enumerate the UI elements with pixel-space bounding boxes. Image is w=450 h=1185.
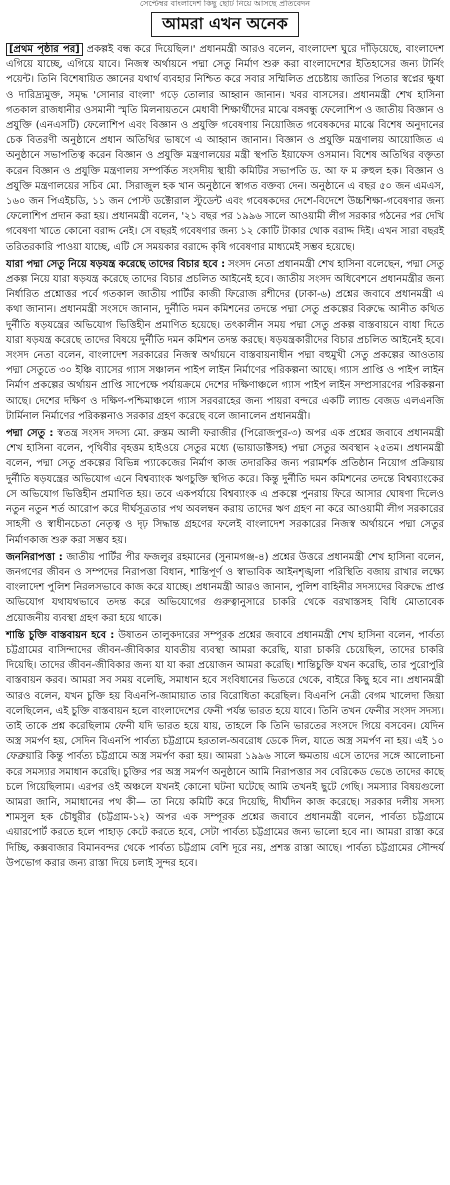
paragraph-intro-text: প্রকল্পই বন্ধ করে দিয়েছিল।' প্রধানমন্ত্রী আরও বলেন, বাংলাদেশ ঘুরে দাঁড়িয়েছে, বাংলাদেশ এগিয়ে যাচ্ছে, এগিয়ে যাবে। নিজস্ব অর্থায়নে পদ্মা সেতু নির্মাণ শুরু করা বাংলাদেশের ইতিহাসের জন্য টার্নিং পয়েন্ট। তিনি বিশেষায়িত জ্ঞানের যথার্থ ব্যবহার নিশ্চিত করে সবার সম্মিলিত প্রচেষ্টায় জাতির পিতার স্বপ্নের ক্ষুধা ও দারিদ্র্যমুক্ত, সমৃদ্ধ 'সোনার বাংলা' গড়ে তোলার আহ্বান জানান। খবর বাসসের। প্রধানমন্ত্রী শেখ হাসিনা গতকাল রাজধানীর ওসমানী স্মৃতি মিলনায়তনে মেধাবী শিক্ষার্থীদের মাঝে বঙ্গবন্ধু ফেলোশিপ ও জাতীয় বিজ্ঞান ও প্রযুক্তি (এনএসটি) ফেলোশিপ এবং বিজ্ঞান ও প্রযুক্তি গবেষণায় নিয়োজিত গবেষকদের মাঝে বিশেষ অনুদানের চেক বিতরণী অনুষ্ঠানে প্রধান অতিথির ভাষণে এ আহ্বান জানান। বিজ্ঞান ও প্রযুক্তি মন্ত্রণালয় আয়োজিত এ অনুষ্ঠানে সভাপতিত্ব করেন বিজ্ঞান ও প্রযুক্তি মন্ত্রণালয়ের মন্ত্রী স্থপতি ইয়াফেস ওসমান। বিশেষ অতিথির বক্তৃতা করেন বিজ্ঞান ও প্রযুক্তি মন্ত্রণালয় সম্পর্কিত সংসদীয় স্থায়ী কমিটির সভাপতি ড. আ ফ ম রুহুল হক। বিজ্ঞান ও প্রযুক্তি মন্ত্রণালয়ের সচিব মো. সিরাজুল হক খান অনুষ্ঠানে স্বাগত বক্তব্য দেন। অনুষ্ঠানে এ বছর ৫০ জন এমএস, ১৬০ জন পিএইচডি, ১১ জন পোস্ট ডক্টোরাল স্টুডেন্ট এবং গবেষকদের দেশে-বিদেশে উচ্চশিক্ষা-গবেষণার জন্য ফেলোশিপ প্রদান করা হয়। প্রধানমন্ত্রী বলেন, '২১ বছর পর ১৯৯৬ সালে আওয়ামী লীগ সরকার গঠনের পর দেখি গবেষণা খাতে কোনো বরাদ্দ নেই। সে বছরই গবেষণার জন্য ১২ কোটি টাকার থোক বরাদ্দ দিই। এখন সারা বছরই তরিতরকারি পাওয়া যাচ্ছে, এটি সে সময়কার বরাদ্দে কৃষি গবেষণার মাধ্যমেই সম্ভব হয়েছে। [6,44,445,253]
paragraph-padma-bridge [6,426,444,548]
paragraph-intro [6,42,444,255]
paragraph-public-safety [6,550,444,626]
subheading-padma-bridge: পদ্মা সেতু : [6,428,54,440]
paragraph-peace-accord-text: উষাতন তালুকদারের সম্পূরক প্রশ্নের জবাবে প্রধানমন্ত্রী শেখ হাসিনা বলেন, পার্বত্য চট্টগ্রামের বাসিন্দাদের জীবন-জীবিকার যাবতীয় ব্যবস্থা আমরা করেছি, যারা চাকরি চেয়েছিল, তাদের চাকরি দিয়েছি। তাদের জীবন-জীবিকার জন্য যা যা করা প্রয়োজন আমরা করেছি। শান্তিচুক্তি যখন করেছি, তার পুরোপুরি বাস্তবায়ন করব। আমরা সব সময় বলেছি, সমাধান হবে সংবিধানের ভিতরে থেকে, বাইরে কিছু হবে না। প্রধানমন্ত্রী আরও বলেন, যখন চুক্তি হয় বিএনপি-জামায়াত তার বিরোধিতা করেছিল। বিএনপি নেত্রী বেগম খালেদা জিয়া বলেছিলেন, এই চুক্তি বাস্তবায়ন হলে বাংলাদেশের ফেনী পর্যন্ত ভারত হয়ে যাবে। তিনি তখন ফেনীর সংসদ সদস্য। তাই তাকে প্রশ্ন করেছিলাম ফেনী যদি ভারত হয়ে যায়, তাহলে কি তিনি ভারতের সংসদে গিয়ে বসবেন। যেদিন অস্ত্র সমর্পণ হয়, সেদিন বিএনপি পার্বত্য চট্টগ্রামে হরতাল-অবরোধ ডেকে দিল, যাতে অস্ত্র সমর্পণ না হয়। এই ১০ ফেব্রুয়ারি কিন্তু পার্বত্য চট্টগ্রামে অস্ত্র সমর্পণ করা হয়। আমরা ১৯৯৬ সালে ক্ষমতায় এসে তাদের সঙ্গে আলোচনা করে সমস্যার সমাধান করেছি। চুক্তির পর অস্ত্র সমর্পণ অনুষ্ঠানে আমি নিরাপত্তার সব বেরিকেড ভেঙে তাদের কাছে চলে গিয়েছিলাম। এরপর ওই অঞ্চলে যখনই কোনো ঘটনা ঘটেছে আমি তখনই ছুটে গেছি। সমস্যার বিষয়গুলো আমরা জানি, সমাধানের পথ কী— তা নিয়ে কমিটি করে দিয়েছি, দীর্ঘদিন কাজ করেছে। সরকার দলীয় সদস্য শামসুল হক চৌধুরীর (চট্টগ্রাম-১২) অপর এক সম্পূরক প্রশ্নের জবাবে প্রধানমন্ত্রী বলেন, পার্বত্য চট্টগ্রামে এয়ারপোর্ট করতে হলে পাহাড় কেটে করতে হবে, সেটা পার্বত্য চট্টগ্রামের জন্য ভালো হবে না। আমরা রাস্তা করে দিচ্ছি, কক্সবাজার বিমানবন্দর থেকে পার্বত্য চট্টগ্রাম বেশি দূরে নয়, প্রশস্ত রাস্তা আছে। পার্বত্য চট্টগ্রামের সৌন্দর্য উপভোগ করার জন্য রাস্তা দিয়ে চলাই সুন্দর হবে। [6,629,444,869]
subheading-public-safety: জননিরাপত্তা : [6,551,63,563]
paragraph-padma-bridge-text: স্বতন্ত্র সংসদ সদস্য মো. রুস্তম আলী ফরাজীর (পিরোজপুর-৩) অপর এক প্রশ্নের জবাবে প্রধানমন্ত্রী শেখ হাসিনা বলেন, পৃথিবীর বৃহত্তম হাইওয়ে সেতুর মধ্যে (ভায়াডাক্টসহ) পদ্মা সেতুর অবস্থান ২৫তম। প্রধানমন্ত্রী বলেন, পদ্মা সেতু প্রকল্পের বিভিন্ন প্যাকেজের নির্মাণ কাজ তদারকির জন্য পরামর্শক প্রতিষ্ঠান নিয়োগ প্রক্রিয়ায় দুর্নীতি ষড়যন্ত্রের অভিযোগ এনে বিশ্বব্যাংক ঋণচুক্তি স্থগিত করে। কিন্তু দুর্নীতি দমন কমিশনের তদন্তে বিশ্বব্যাংকের সে অভিযোগ ভিত্তিহীন প্রমাণিত হয়। তবে একপর্যায়ে বিশ্বব্যাংক এ প্রকল্পে পুনরায় ফিরে আসার ঘোষণা দিলেও নতুন নতুন শর্ত আরোপ করে দীর্ঘসূত্রতার পথ অবলম্বন করায় তাদের ঋণ গ্রহণ না করে আওয়ামী লীগ সরকারের সাহসী ও স্বাধীনচেতা নেতৃত্ব ও দৃঢ় সিদ্ধান্ত গ্রহণের ফলেই বাংলাদেশ সরকারের নিজস্ব অর্থায়নে পদ্মা সেতুর নির্মাণকাজ শুরু করা সম্ভব হয়। [6,428,444,546]
subheading-padma-conspiracy: যারা পদ্মা সেতু নিয়ে ষড়যন্ত্র করেছে তাদের বিচার হবে : [6,258,225,270]
headline-wrap [6,12,444,37]
paragraph-padma-conspiracy [6,257,444,424]
subheading-peace-accord: শান্তি চুক্তি বাস্তবায়ন হবে : [6,629,115,641]
page-continuation-ref: [প্রথম পৃষ্ঠার পর] [6,43,83,56]
headline: আমরা এখন অনেক [151,12,298,37]
paragraph-public-safety-text: জাতীয় পার্টির পীর ফজলুর রহমানের (সুনামগঞ্জ-৪) প্রশ্নের উত্তরে প্রধানমন্ত্রী শেখ হাসিনা বলেন, জনগণের জীবন ও সম্পদের নিরাপত্তা বিধান, শান্তিপূর্ণ ও স্বাভাবিক আইনশৃঙ্খলা পরিস্থিতি বজায় রাখার লক্ষ্যে বাংলাদেশ পুলিশ নিরলসভাবে কাজ করে যাচ্ছে। প্রধানমন্ত্রী আরও জানান, পুলিশ বাহিনীর সদস্যদের বিরুদ্ধে প্রাপ্ত অভিযোগ যথাযথভাবে তদন্ত করে অভিযোগের গুরুত্বানুসারে চাকরি থেকে বরখাস্তসহ বিধি মোতাবেক প্রয়োজনীয় ব্যবস্থা গ্রহণ করা হয়ে থাকে। [6,551,444,624]
paragraph-padma-conspiracy-text: সংসদ নেতা প্রধানমন্ত্রী শেখ হাসিনা বলেছেন, পদ্মা সেতু প্রকল্প নিয়ে যারা ষড়যন্ত্র করেছে তাদের বিচার প্রচলিত আইনেই হবে। জাতীয় সংসদ অধিবেশনে প্রধানমন্ত্রীর জন্য নির্ধারিত প্রশ্নোত্তর পর্বে গতকাল জাতীয় পার্টির কাজী ফিরোজ রশীদের (ঢাকা-৬) প্রশ্নের জবাবে প্রধানমন্ত্রী এ কথা জানান। প্রধানমন্ত্রী সংসদে জানান, দুর্নীতি দমন কমিশনের তদন্তে পদ্মা সেতু প্রকল্পের বিরুদ্ধে আনীত কথিত দুর্নীতি ষড়যন্ত্রের অভিযোগ ভিত্তিহীন প্রমাণিত হয়েছে। তৎকালীন সময় পদ্মা সেতু প্রকল্প বাস্তবায়নে বাধা দিতে যারা ষড়যন্ত্র করেছে তাদের বিষয়ে দুর্নীতি দমন কমিশন তদন্ত করছে। ষড়যন্ত্রকারীদের বিচার প্রচলিত আইনেই হবে। সংসদ নেতা বলেন, বাংলাদেশ সরকারের নিজস্ব অর্থায়নে বাস্তবায়নাধীন পদ্মা বহুমুখী সেতু প্রকল্পের আওতায় পদ্মা সেতুতে ৩০ ইঞ্চি ব্যাসের গ্যাস সঞ্চালন পাইপ লাইন নির্মাণের পরিকল্পনা আছে। গ্যাস প্রাপ্তি ও পাইপ লাইন নির্মাণ প্রকল্পের অর্থায়ন প্রাপ্তি সাপেক্ষে পর্যায়ক্রমে দেশের দক্ষিণাঞ্চলে গ্যাস পাইপ লাইন সম্প্রসারণের পরিকল্পনা আছে। দেশের দক্ষিণ ও দক্ষিণ-পশ্চিমাঞ্চলে গ্যাস সরবরাহের জন্য পায়রা বন্দরে একটি ল্যান্ড বেজড এলএনজি টার্মিনাল নির্মাণের পরিকল্পনাও সরকার গ্রহণ করেছে বলে জানালেন প্রধানমন্ত্রী। [6,258,444,422]
top-fragment: সেপ্টেম্বর বাংলাদেশ কিছু ছোট নিয়ে আসছে প্রতিবেদন [139,0,311,8]
paragraph-peace-accord [6,628,444,871]
